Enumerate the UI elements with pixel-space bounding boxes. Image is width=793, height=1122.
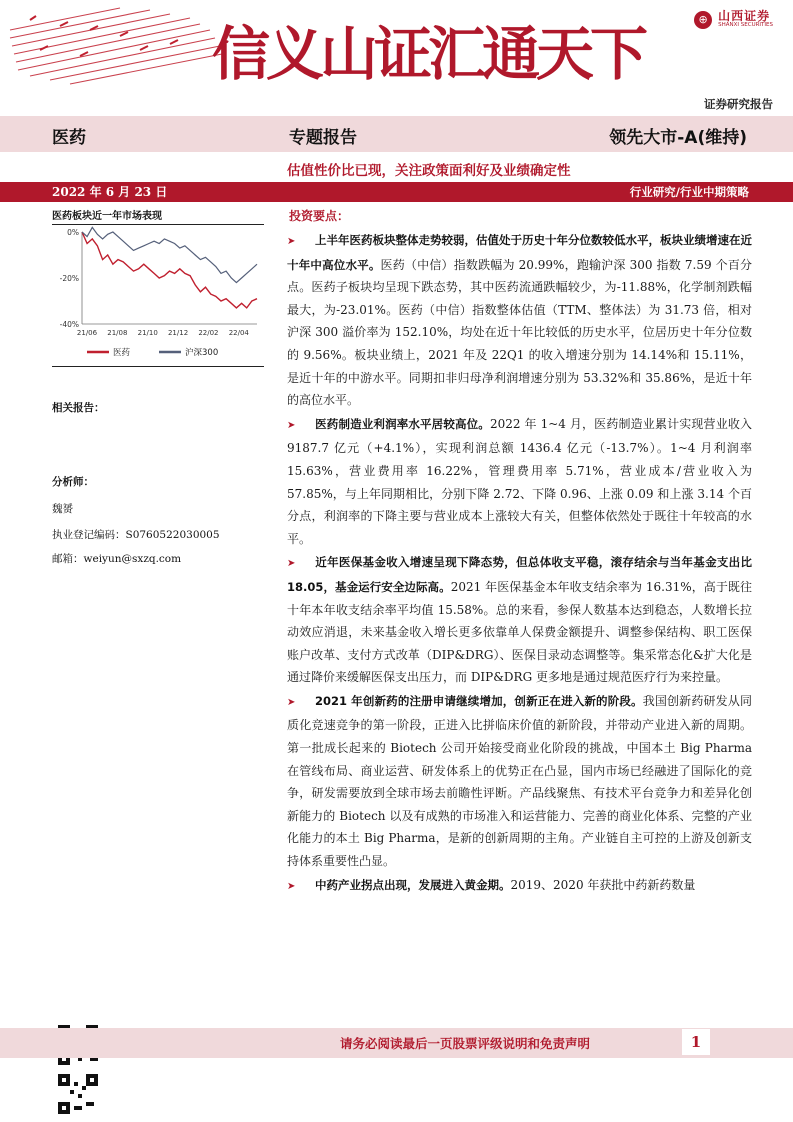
y-tick-label: 0%: [67, 228, 79, 237]
key-point-text: 2019、2020 年获批中药新药数量: [510, 877, 696, 892]
arrow-bullet-icon: ➤: [287, 419, 296, 431]
sector-label: 医药: [52, 128, 86, 148]
x-tick-label: 22/04: [228, 329, 249, 337]
report-date: 2022 年 6 月 23 日: [52, 185, 168, 199]
logo-subtext: SHANXI SECURITIES: [718, 22, 773, 28]
key-points: [287, 229, 752, 899]
key-point-item: [287, 690, 752, 873]
legend-label: 医药: [113, 348, 131, 358]
key-points-heading: 投资要点：: [289, 209, 350, 223]
analyst-name: 魏赟: [52, 503, 73, 515]
key-point-lead: 2021 年创新药的注册申请继续增加，创新正在进入新的阶段。: [315, 693, 643, 708]
key-point-text: 2021 年医保基金本年收支结余率为 16.31%，高于既往十年本年收支结余率平均值 15.58%。总的来看，参保人数基本达到稳态，人数增长拉动效应消退，未来基金收入增长更多依靠单人保费金额提升、调整参保结构、职工医保账户改革、支付方式改革（DIP&DRG）、医保目录动态调整等。集采常态化&扩大化是通过降价来缓解医保支出压力，而 DIP&DRG 更多地是通过规范医疗行为来控量。: [287, 579, 752, 685]
key-point-lead: 中药产业拐点出现，发展进入黄金期。: [315, 877, 511, 892]
logo-icon: ⊕: [694, 11, 712, 29]
series-line-pharma: [82, 232, 257, 308]
arrow-bullet-icon: ➤: [287, 880, 296, 892]
x-tick-label: 21/12: [167, 329, 189, 337]
key-point-lead: 上半年医药板块整体走势较弱，估值处于历史十年分位数较低水平，板块业绩增速在近十年中高位水平。: [287, 233, 752, 272]
rating-label: 领先大市-A(维持): [609, 128, 747, 148]
header-slogan: [212, 8, 682, 108]
key-point-item: [287, 229, 752, 412]
x-tick-label: 22/02: [198, 329, 219, 337]
arrow-bullet-icon: ➤: [287, 696, 296, 708]
logo-text: 山西证券: [718, 9, 771, 23]
report-title: 估值性价比已现，关注政策面利好及业绩确定性: [287, 163, 571, 179]
market-performance-chart: [52, 224, 264, 364]
x-tick-label: 21/06: [76, 329, 98, 337]
key-point-item: [287, 551, 752, 689]
header-stripe-decoration: [0, 0, 230, 100]
key-point-text: 我国创新药研发从同质化竞速竞争的第一阶段，正进入比拼临床价值的新阶段，并带动产业进入新的周期。第一批成长起来的 Biotech 公司开始接受商业化阶段的挑战，中国本土 Big Pharma 在管线布局、商业运营、研发体系上的优势正在凸显，国内市场已经融进了国际化的竞争，研发需要放到全球市场去前瞻性评断。产品线聚焦、有技术平台竞争力和差异化创新能力的 Biotech 以及有成熟的市场准入和运营能力、完善的商业化体系、完整的产业化能力的本土 Big Pharma，是新的创新周期的主角。产业链自主可控的上游及创新支持体系重要性凸显。: [287, 693, 752, 869]
slogan-text: 信义山证汇通天下: [212, 20, 645, 88]
key-point-lead: 医药制造业利润率水平居较高位。: [315, 416, 490, 431]
key-point-text: 2022 年 1~4 月，医药制造业累计实现营业收入 9187.7 亿元（+4.1%），实现利润总额 1436.4 亿元（-13.7%）。1~4 月利润率 15.63%，营业费用率 16.22%，管理费用率 5.71%，营业成本/营业收入为 57.85%，与上年同期相比，分别下降 2.72、下降 0.96、上涨 0.09 和上涨 3.14 个百分点，利润率的下降主要与营业成本上涨较大有关，但整体依然处于既往十年较高的水平。: [287, 416, 753, 546]
qr-code-icon[interactable]: [58, 1074, 98, 1114]
y-tick-label: -40%: [59, 320, 79, 329]
x-tick-label: 21/10: [137, 329, 158, 337]
key-point-lead: 近年医保基金收入增速呈现下降态势，但总体收支平稳，滚存结余与当年基金支出比 18.05，基金运行安全边际高。: [287, 555, 752, 594]
chart-divider: [52, 366, 264, 367]
arrow-bullet-icon: ➤: [287, 236, 296, 247]
page-number: 1: [682, 1029, 710, 1055]
key-point-item: [287, 413, 752, 551]
related-reports-label: 相关报告：: [52, 402, 105, 414]
disclaimer-notice: 请务必阅读最后一页股票评级说明和免责声明: [340, 1036, 591, 1051]
report-category: 行业研究/行业中期策略: [629, 185, 749, 199]
report-kind-label: 专题报告: [289, 128, 357, 148]
legend-label: 沪深300: [185, 348, 219, 358]
chart-heading: 医药板块近一年市场表现: [52, 207, 264, 225]
key-point-item: [287, 874, 752, 899]
license-number: 执业登记编码：S0760522030005: [52, 529, 220, 541]
analyst-email[interactable]: 邮箱：weiyun@sxzq.com: [52, 553, 182, 565]
report-type-label: 证券研究报告: [704, 97, 773, 111]
key-point-text: 医药（中信）指数跌幅为 20.99%，跑输沪深 300 指数 7.59 个百分点。医药子板块均呈现下跌态势，其中医药流通跌幅较少，为-11.88%，化学制剂跌幅最大，为-23.01%。医药（中信）指数整体估值（TTM、整体法）为 31.73 倍，相对沪深 300 溢价率为 152.10%，均处在近十年比较低的历史水平，位居历史十年分位数的 9.56%。板块业绩上，2021 年及 22Q1 的收入增速分别为 14.14%和 15.11%，是近十年的中游水平。同期扣非归母净利润增速分别为 53.32%和 35.86%，是近十年的高位水平。: [287, 257, 753, 408]
arrow-bullet-icon: ➤: [287, 558, 296, 570]
analyst-label: 分析师：: [52, 476, 94, 488]
y-tick-label: -20%: [59, 274, 79, 283]
x-tick-label: 21/08: [107, 329, 128, 337]
brand-logo: [694, 10, 773, 29]
